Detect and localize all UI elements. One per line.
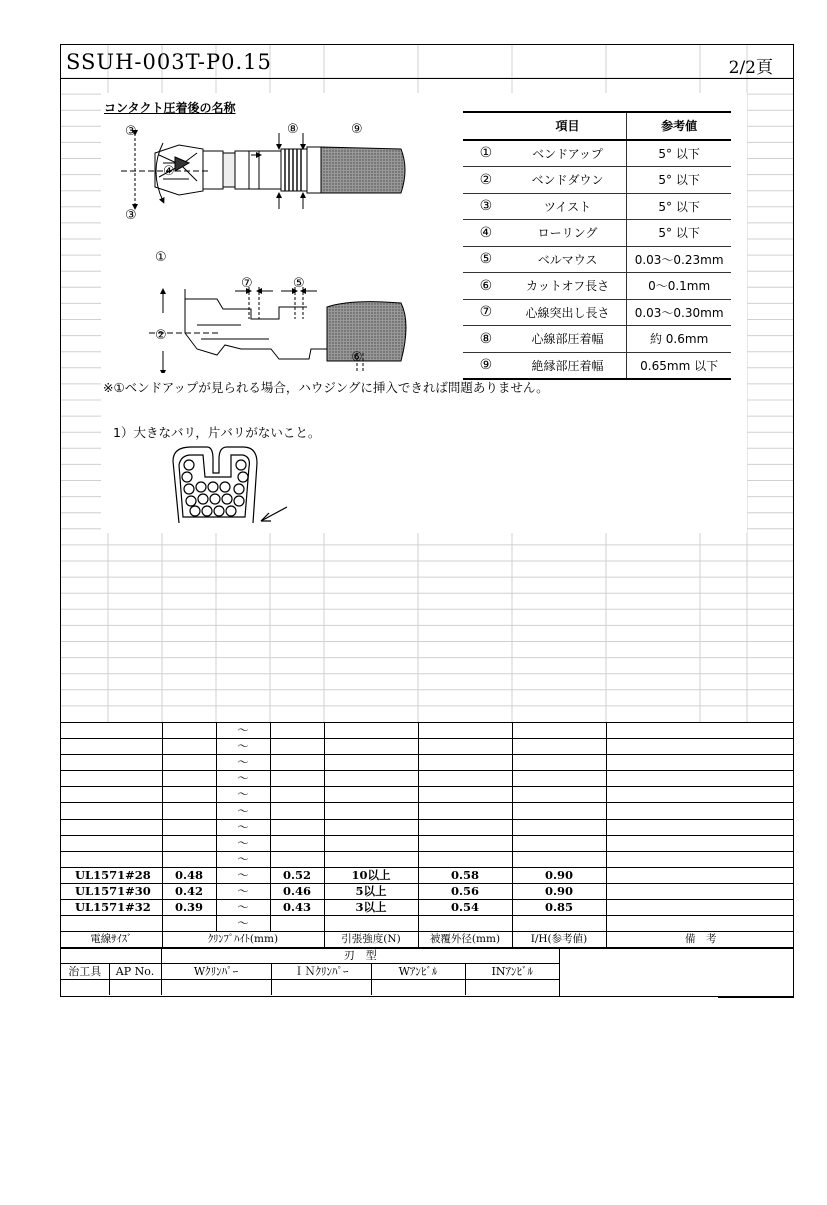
document-number: SSUH-003T-P0.15 bbox=[66, 50, 272, 74]
crimp-height-max-cell: 0.52 bbox=[270, 867, 324, 883]
range-separator-cell: ～ bbox=[216, 916, 270, 932]
spec-row-number: ② bbox=[463, 167, 509, 194]
crimp-height-max-cell bbox=[270, 739, 324, 755]
crimp-spec-table bbox=[61, 722, 794, 949]
crimp-row bbox=[61, 819, 794, 835]
range-separator-cell: ～ bbox=[216, 723, 270, 739]
spec-row-number: ⑨ bbox=[463, 352, 509, 379]
spec-row-number: ① bbox=[463, 140, 509, 167]
crimp-row bbox=[61, 771, 794, 787]
ih-reference-cell bbox=[512, 819, 606, 835]
callout-4: ④ bbox=[163, 164, 175, 179]
remarks-cell bbox=[606, 883, 794, 899]
wire-size-cell bbox=[61, 916, 162, 932]
crimp-header-row bbox=[61, 932, 794, 949]
tooling-group-row bbox=[61, 948, 559, 964]
wire-size-cell bbox=[61, 835, 162, 851]
ih-reference-cell bbox=[512, 771, 606, 787]
ih-reference-cell bbox=[512, 739, 606, 755]
crimp-row bbox=[61, 723, 794, 739]
header-ih: I/H(参考値) bbox=[512, 932, 606, 949]
crimp-row bbox=[61, 787, 794, 803]
header-tensile: 引張強度(N) bbox=[324, 932, 418, 949]
crimp-height-min-cell bbox=[162, 787, 216, 803]
header-outer-diameter: 被覆外径(mm) bbox=[418, 932, 512, 949]
range-separator-cell: ～ bbox=[216, 883, 270, 899]
crimp-height-max-cell bbox=[270, 851, 324, 867]
remarks-cell bbox=[606, 851, 794, 867]
spec-row bbox=[463, 140, 731, 167]
in-crimper-label: ＩＮｸﾘﾝﾊﾟｰ bbox=[271, 964, 371, 980]
tooling-right-border bbox=[559, 947, 560, 997]
crimp-height-max-cell bbox=[270, 835, 324, 851]
ih-reference-cell bbox=[512, 787, 606, 803]
crimp-row bbox=[61, 835, 794, 851]
spec-row-value: 5° 以下 bbox=[627, 167, 731, 194]
remarks-cell bbox=[606, 819, 794, 835]
outer-diameter-cell bbox=[418, 819, 512, 835]
spec-row-item: カットオフ長さ bbox=[509, 273, 627, 300]
burr-requirement: 1）大きなバリ，片バリがないこと。 bbox=[113, 425, 321, 440]
spec-row-value: 5° 以下 bbox=[627, 140, 731, 167]
remarks-cell bbox=[606, 835, 794, 851]
range-separator-cell: ～ bbox=[216, 900, 270, 916]
spec-row-item: ツイスト bbox=[509, 193, 627, 220]
tensile-strength-cell bbox=[324, 916, 418, 932]
outer-diameter-cell: 0.56 bbox=[418, 883, 512, 899]
spec-row-item: 心線突出し長さ bbox=[509, 299, 627, 326]
spec-row-value: 0.03～0.23mm bbox=[627, 246, 731, 273]
title-rule bbox=[61, 78, 793, 79]
outer-diameter-cell bbox=[418, 916, 512, 932]
page-number: 2/2頁 bbox=[728, 58, 773, 78]
range-separator-cell: ～ bbox=[216, 771, 270, 787]
spec-row-item: ベンドダウン bbox=[509, 167, 627, 194]
callout-2: ② bbox=[155, 328, 167, 343]
outer-diameter-cell bbox=[418, 787, 512, 803]
crimp-height-min-cell bbox=[162, 723, 216, 739]
wire-size-cell bbox=[61, 723, 162, 739]
spec-row bbox=[463, 273, 731, 300]
remarks-cell bbox=[606, 867, 794, 883]
crimp-row bbox=[61, 867, 794, 883]
crimp-height-max-cell bbox=[270, 755, 324, 771]
range-separator-cell: ～ bbox=[216, 803, 270, 819]
spec-header-value: 参考値 bbox=[627, 112, 731, 140]
spec-row bbox=[463, 193, 731, 220]
remarks-cell bbox=[606, 900, 794, 916]
contact-side-view bbox=[149, 287, 406, 373]
crimp-height-max-cell bbox=[270, 787, 324, 803]
crimp-height-min-cell bbox=[162, 916, 216, 932]
tensile-strength-cell: 10以上 bbox=[324, 867, 418, 883]
outer-diameter-cell bbox=[418, 739, 512, 755]
remarks-cell bbox=[606, 803, 794, 819]
crimp-row bbox=[61, 883, 794, 899]
remarks-cell bbox=[606, 723, 794, 739]
range-separator-cell: ～ bbox=[216, 739, 270, 755]
wire-size-cell: UL1571#30 bbox=[61, 883, 162, 899]
ih-reference-cell bbox=[512, 916, 606, 932]
cross-section-diagram bbox=[161, 441, 321, 537]
outer-diameter-cell: 0.58 bbox=[418, 867, 512, 883]
range-separator-cell: ～ bbox=[216, 835, 270, 851]
outer-diameter-cell: 0.54 bbox=[418, 900, 512, 916]
crimp-row bbox=[61, 803, 794, 819]
crimp-row bbox=[61, 916, 794, 932]
crimp-height-min-cell bbox=[162, 771, 216, 787]
crimp-height-min-cell: 0.42 bbox=[162, 883, 216, 899]
tooling-label-row bbox=[61, 964, 559, 980]
crimp-height-min-cell bbox=[162, 835, 216, 851]
spec-header-row bbox=[463, 112, 731, 140]
callout-5: ⑤ bbox=[293, 276, 305, 291]
tooling-table bbox=[61, 947, 559, 995]
spec-row-value: 5° 以下 bbox=[627, 220, 731, 247]
end-rule bbox=[718, 996, 794, 998]
spec-row-value: 5° 以下 bbox=[627, 193, 731, 220]
crimp-height-max-cell bbox=[270, 803, 324, 819]
range-separator-cell: ～ bbox=[216, 819, 270, 835]
outer-diameter-cell bbox=[418, 771, 512, 787]
tensile-strength-cell: 3以上 bbox=[324, 900, 418, 916]
outer-diameter-cell bbox=[418, 803, 512, 819]
callout-6: ⑥ bbox=[351, 350, 363, 365]
contact-diagram bbox=[101, 93, 431, 373]
crimp-row bbox=[61, 900, 794, 916]
crimp-row bbox=[61, 851, 794, 867]
crimp-height-max-cell bbox=[270, 771, 324, 787]
callout-9: ⑨ bbox=[351, 122, 363, 137]
crimp-height-min-cell bbox=[162, 819, 216, 835]
crimp-height-max-cell bbox=[270, 916, 324, 932]
spec-header-item: 項目 bbox=[509, 112, 627, 140]
ih-reference-cell: 0.90 bbox=[512, 867, 606, 883]
spec-row-number: ⑥ bbox=[463, 273, 509, 300]
callout-1: ① bbox=[155, 250, 167, 265]
ih-reference-cell: 0.90 bbox=[512, 883, 606, 899]
spec-row-number: ⑧ bbox=[463, 326, 509, 353]
spec-row-value: 約 0.6mm bbox=[627, 326, 731, 353]
spec-row-number: ④ bbox=[463, 220, 509, 247]
wire-size-cell bbox=[61, 771, 162, 787]
ih-reference-cell bbox=[512, 803, 606, 819]
callout-7: ⑦ bbox=[241, 276, 253, 291]
spec-row-number: ⑤ bbox=[463, 246, 509, 273]
wire-size-cell: UL1571#32 bbox=[61, 900, 162, 916]
section-title: コンタクト圧着後の名称 bbox=[104, 101, 236, 115]
spec-row bbox=[463, 220, 731, 247]
crimp-height-max-cell bbox=[270, 723, 324, 739]
tensile-strength-cell bbox=[324, 819, 418, 835]
tensile-strength-cell bbox=[324, 739, 418, 755]
tensile-strength-cell bbox=[324, 803, 418, 819]
remarks-cell bbox=[606, 916, 794, 932]
header-crimp-height: ｸﾘﾝﾌﾟﾊｲﾄ(mm) bbox=[162, 932, 324, 949]
crimp-row bbox=[61, 755, 794, 771]
wire-size-cell bbox=[61, 739, 162, 755]
crimp-row bbox=[61, 739, 794, 755]
bend-up-note: ※①ベンドアップが見られる場合，ハウジングに挿入できれば問題ありません。 bbox=[103, 380, 549, 395]
wire-size-cell bbox=[61, 803, 162, 819]
in-anvil-label: INｱﾝﾋﾞﾙ bbox=[465, 964, 559, 980]
header-wire-size: 電線ｻｲｽﾞ bbox=[61, 932, 162, 949]
ih-reference-cell: 0.85 bbox=[512, 900, 606, 916]
header-remarks: 備 考 bbox=[606, 932, 794, 949]
crimp-height-max-cell: 0.46 bbox=[270, 883, 324, 899]
range-separator-cell: ～ bbox=[216, 755, 270, 771]
crimp-height-min-cell bbox=[162, 851, 216, 867]
spec-row-number: ⑦ bbox=[463, 299, 509, 326]
wire-size-cell bbox=[61, 819, 162, 835]
crimp-height-min-cell bbox=[162, 739, 216, 755]
spec-row-item: 心線部圧着幅 bbox=[509, 326, 627, 353]
document-sheet bbox=[60, 44, 794, 997]
spec-row-item: ベンドアップ bbox=[509, 140, 627, 167]
tensile-strength-cell: 5以上 bbox=[324, 883, 418, 899]
wire-size-cell: UL1571#28 bbox=[61, 867, 162, 883]
ap-no-label: AP No. bbox=[109, 964, 161, 980]
tool-label: 治工具 bbox=[61, 964, 109, 980]
spec-row-item: 絶縁部圧着幅 bbox=[509, 352, 627, 379]
outer-diameter-cell bbox=[418, 723, 512, 739]
spec-row bbox=[463, 326, 731, 353]
range-separator-cell: ～ bbox=[216, 851, 270, 867]
w-anvil-label: Wｱﾝﾋﾞﾙ bbox=[371, 964, 465, 980]
die-group-label: 刃 型 bbox=[161, 948, 559, 964]
wire-size-cell bbox=[61, 787, 162, 803]
remarks-cell bbox=[606, 739, 794, 755]
callout-3-bottom: ③ bbox=[125, 208, 137, 223]
tensile-strength-cell bbox=[324, 755, 418, 771]
wire-size-cell bbox=[61, 851, 162, 867]
remarks-cell bbox=[606, 771, 794, 787]
crimp-height-min-cell: 0.39 bbox=[162, 900, 216, 916]
tensile-strength-cell bbox=[324, 835, 418, 851]
crimp-inspection-panel bbox=[101, 93, 747, 533]
ih-reference-cell bbox=[512, 851, 606, 867]
tooling-value-row bbox=[61, 980, 559, 996]
ih-reference-cell bbox=[512, 755, 606, 771]
tensile-strength-cell bbox=[324, 771, 418, 787]
ih-reference-cell bbox=[512, 835, 606, 851]
outer-diameter-cell bbox=[418, 835, 512, 851]
tensile-strength-cell bbox=[324, 851, 418, 867]
crimp-height-min-cell bbox=[162, 803, 216, 819]
range-separator-cell: ～ bbox=[216, 867, 270, 883]
spec-row-item: ローリング bbox=[509, 220, 627, 247]
spec-row bbox=[463, 352, 731, 379]
spec-row bbox=[463, 167, 731, 194]
spec-row-item: ベルマウス bbox=[509, 246, 627, 273]
crimp-height-min-cell bbox=[162, 755, 216, 771]
remarks-cell bbox=[606, 787, 794, 803]
spec-row bbox=[463, 246, 731, 273]
inspection-spec-table bbox=[463, 111, 731, 380]
wire-size-cell bbox=[61, 755, 162, 771]
range-separator-cell: ～ bbox=[216, 787, 270, 803]
spec-row-value: 0.65mm 以下 bbox=[627, 352, 731, 379]
w-crimper-label: Wｸﾘﾝﾊﾟｰ bbox=[161, 964, 271, 980]
ih-reference-cell bbox=[512, 723, 606, 739]
crimp-height-max-cell bbox=[270, 819, 324, 835]
remarks-cell bbox=[606, 755, 794, 771]
callout-8: ⑧ bbox=[287, 122, 299, 137]
tensile-strength-cell bbox=[324, 787, 418, 803]
tensile-strength-cell bbox=[324, 723, 418, 739]
spec-row-value: 0～0.1mm bbox=[627, 273, 731, 300]
spec-row-value: 0.03～0.30mm bbox=[627, 299, 731, 326]
spec-row bbox=[463, 299, 731, 326]
crimp-height-min-cell: 0.48 bbox=[162, 867, 216, 883]
callout-3-top: ③ bbox=[125, 124, 137, 139]
outer-diameter-cell bbox=[418, 755, 512, 771]
outer-diameter-cell bbox=[418, 851, 512, 867]
crimp-height-max-cell: 0.43 bbox=[270, 900, 324, 916]
spec-row-number: ③ bbox=[463, 193, 509, 220]
